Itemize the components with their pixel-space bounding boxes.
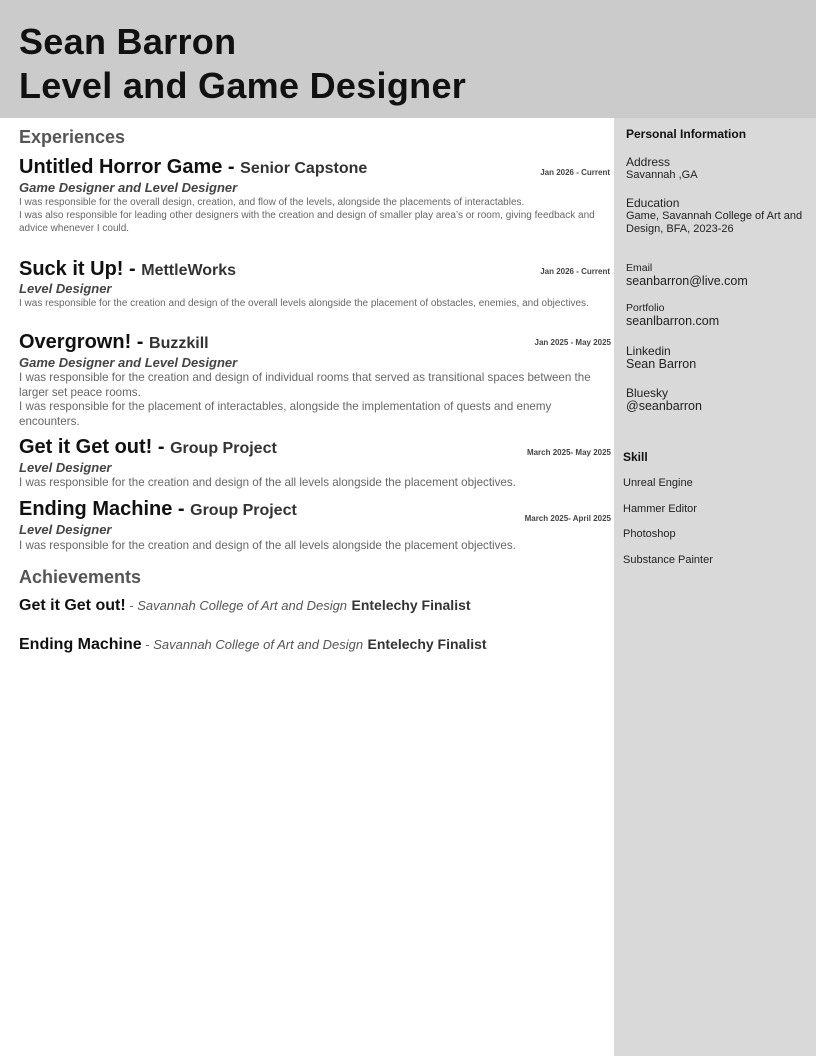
sidebar-panel bbox=[614, 118, 816, 1056]
experience-description: I was responsible for the creation and design of the overall levels alongside the placement of obstacles, enemies, and objectives. bbox=[19, 298, 589, 309]
skill-item: Hammer Editor bbox=[623, 503, 697, 515]
achievement-item: Ending Machine - Savannah College of Art and Design Entelechy Finalist bbox=[19, 636, 487, 653]
portfolio-label: Portfolio bbox=[626, 302, 665, 314]
experience-description: I was responsible for the creation and design of the all levels alongside the placement objectives. bbox=[19, 539, 516, 552]
experience-date: March 2025- May 2025 bbox=[526, 448, 611, 457]
address-value: Savannah ,GA bbox=[626, 169, 698, 181]
achievement-award: Entelechy Finalist bbox=[351, 597, 471, 613]
skill-heading: Skill bbox=[623, 450, 648, 464]
skill-item: Unreal Engine bbox=[623, 477, 693, 489]
achievement-title: Get it Get out! bbox=[19, 597, 126, 614]
experience-title: Untitled Horror Game - Senior Capstone bbox=[19, 156, 368, 178]
candidate-name: Sean Barron bbox=[19, 21, 237, 62]
bluesky-label: Bluesky bbox=[626, 386, 669, 400]
experiences-heading: Experiences bbox=[19, 127, 126, 147]
experience-role: Game Designer and Level Designer bbox=[19, 355, 238, 370]
candidate-title: Level and Game Designer bbox=[19, 65, 467, 106]
experience-date: Jan 2026 - Current bbox=[540, 267, 610, 276]
experience-org: Senior Capstone bbox=[240, 160, 368, 177]
achievement-school: Savannah College of Art and Design bbox=[153, 637, 364, 652]
portfolio-value[interactable]: seanlbarron.com bbox=[626, 314, 720, 328]
achievement-award: Entelechy Finalist bbox=[367, 636, 487, 652]
linkedin-label: Linkedin bbox=[626, 344, 671, 358]
experience-role: Level Designer bbox=[19, 281, 112, 296]
achievement-item: Get it Get out! - Savannah College of Art and Design Entelechy Finalist bbox=[19, 597, 471, 614]
experience-date: Jan 2026 - Current bbox=[540, 168, 610, 177]
skill-item: Substance Painter bbox=[623, 554, 713, 566]
personal-info-heading: Personal Information bbox=[626, 127, 747, 141]
achievement-title: Ending Machine bbox=[19, 636, 142, 653]
experience-title: Suck it Up! - MettleWorks bbox=[19, 258, 237, 280]
address-label: Address bbox=[626, 155, 671, 169]
header-banner bbox=[0, 0, 816, 118]
education-value: Game, Savannah College of Art and Design, BFA, 2023-26 bbox=[626, 210, 803, 235]
education-label: Education bbox=[626, 196, 680, 210]
achievements-heading: Achievements bbox=[19, 567, 142, 587]
experience-role: Level Designer bbox=[19, 522, 112, 537]
achievement-school: Savannah College of Art and Design bbox=[137, 598, 348, 613]
experience-role: Level Designer bbox=[19, 460, 112, 475]
experience-role: Game Designer and Level Designer bbox=[19, 180, 238, 195]
page-title bbox=[19, 20, 466, 108]
email-label: Email bbox=[626, 262, 653, 274]
experience-org: Group Project bbox=[170, 440, 277, 457]
email-value[interactable]: seanbarron@live.com bbox=[626, 274, 748, 288]
experience-description: I was responsible for the creation and design of individual rooms that served as transitional spaces between the larger set peace rooms. I was responsible for the placement of interactables, alongside the implementation of quests and enemy encounters. bbox=[19, 371, 591, 428]
experience-date: March 2025- April 2025 bbox=[524, 514, 611, 523]
experience-title: Ending Machine - Group Project bbox=[19, 498, 297, 520]
experience-title: Get it Get out! - Group Project bbox=[19, 436, 277, 458]
experience-title: Overgrown! - Buzzkill bbox=[19, 331, 209, 353]
experience-description: I was responsible for the overall design, creation, and flow of the levels, alongside the placements of interactables. I was also responsible for leading other designers with the creation and design of smaller play area’s or room, giving feedback and advice whenever I could. bbox=[19, 197, 595, 234]
experience-org: Buzzkill bbox=[149, 335, 209, 352]
experience-org: Group Project bbox=[190, 502, 297, 519]
bluesky-value[interactable]: @seanbarron bbox=[626, 399, 702, 413]
experience-description: I was responsible for the creation and design of the all levels alongside the placement objectives. bbox=[19, 476, 516, 489]
experience-date: Jan 2025 - May 2025 bbox=[534, 338, 611, 347]
skill-item: Photoshop bbox=[623, 528, 676, 540]
linkedin-value[interactable]: Sean Barron bbox=[626, 357, 697, 371]
experience-org: MettleWorks bbox=[141, 262, 237, 279]
